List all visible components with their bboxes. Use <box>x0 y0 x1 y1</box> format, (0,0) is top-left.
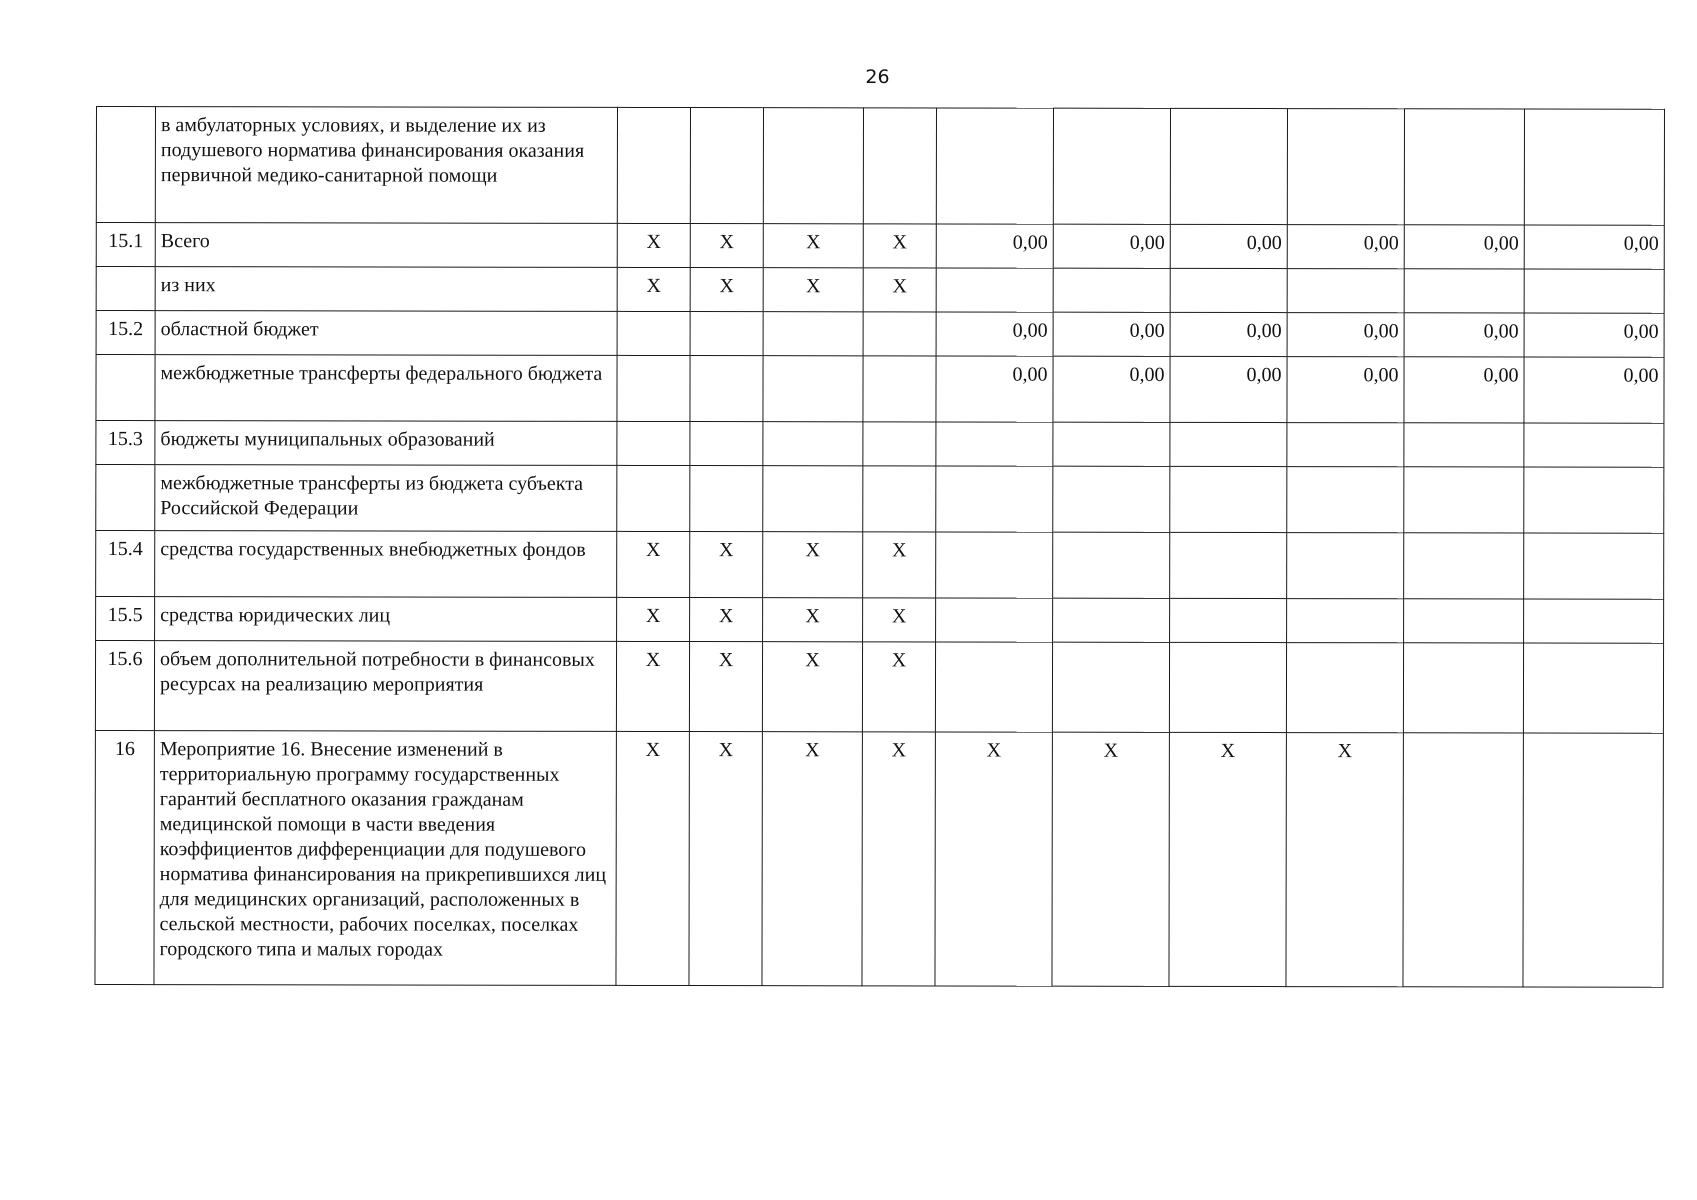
value-cell-col-2: Х <box>690 598 763 642</box>
value-cell-col-7 <box>1170 532 1287 598</box>
value-cell-col-6 <box>1053 422 1170 466</box>
value-cell-col-1 <box>617 355 690 421</box>
row-number-cell: 16 <box>95 730 154 984</box>
row-number-cell: 15.3 <box>96 421 155 465</box>
value-cell-col-3: Х <box>762 642 862 732</box>
value-cell-col-7: 0,00 <box>1170 312 1287 356</box>
value-cell-col-10: 0,00 <box>1524 357 1664 423</box>
value-cell-col-5 <box>936 466 1053 532</box>
row-name-cell: Всего <box>155 223 617 268</box>
value-cell-col-4: Х <box>863 532 936 598</box>
value-cell-col-2: Х <box>690 224 763 268</box>
value-cell-col-6: Х <box>1052 732 1169 986</box>
value-cell-col-9: 0,00 <box>1404 313 1524 357</box>
value-cell-col-7 <box>1170 268 1287 312</box>
value-cell-col-5 <box>936 422 1053 466</box>
row-number-cell <box>96 465 155 531</box>
value-cell-col-10 <box>1524 269 1664 313</box>
value-cell-col-4 <box>863 422 936 466</box>
row-number-cell <box>96 267 155 311</box>
row-name-cell: средства государственных внебюджетных фондов <box>155 531 617 598</box>
row-number-cell: 15.2 <box>96 311 155 355</box>
row-number-cell: 15.6 <box>95 641 154 731</box>
value-cell-col-8: 0,00 <box>1287 357 1404 423</box>
value-cell-col-8 <box>1287 533 1404 599</box>
value-cell-col-7 <box>1170 422 1287 466</box>
value-cell-col-2: Х <box>689 732 762 986</box>
value-cell-col-4 <box>863 356 936 422</box>
row-name-cell: в амбулаторных условиях, и выделение их из подушевого норматива финансирования оказания первичной медико-санитарной помощи <box>155 107 617 224</box>
table-row <box>96 267 1664 314</box>
page-number: 26 <box>865 66 890 88</box>
value-cell-col-8 <box>1287 269 1404 313</box>
value-cell-col-4: Х <box>863 268 936 312</box>
value-cell-col-9: 0,00 <box>1404 225 1524 269</box>
value-cell-col-9: 0,00 <box>1404 357 1524 423</box>
row-number-cell: 15.1 <box>96 223 155 267</box>
value-cell-col-4: Х <box>862 642 935 732</box>
value-cell-col-1: Х <box>617 597 690 641</box>
value-cell-col-7: Х <box>1169 732 1286 986</box>
value-cell-col-5 <box>936 598 1053 642</box>
value-cell-col-5 <box>936 268 1053 312</box>
budget-table <box>94 106 1665 988</box>
value-cell-col-6: 0,00 <box>1053 224 1170 268</box>
value-cell-col-6: 0,00 <box>1053 356 1170 422</box>
value-cell-col-10 <box>1524 599 1664 643</box>
value-cell-col-4 <box>863 466 936 532</box>
value-cell-col-10 <box>1524 109 1664 225</box>
row-name-cell: средства юридических лиц <box>155 597 617 642</box>
value-cell-col-9 <box>1404 269 1524 313</box>
value-cell-col-2: Х <box>690 268 763 312</box>
row-name-cell: областной бюджет <box>155 311 617 356</box>
table-row <box>96 597 1664 644</box>
table-row <box>96 531 1664 600</box>
value-cell-col-9 <box>1404 423 1524 467</box>
row-name-cell: объем дополнительной потребности в финансовых ресурсах на реализацию мероприятия <box>154 641 616 732</box>
value-cell-col-8 <box>1287 423 1404 467</box>
value-cell-col-6 <box>1053 108 1170 224</box>
value-cell-col-7: 0,00 <box>1170 356 1287 422</box>
table-row <box>95 641 1663 734</box>
value-cell-col-1: Х <box>617 223 690 267</box>
value-cell-col-10 <box>1524 467 1664 533</box>
value-cell-col-7 <box>1170 108 1287 224</box>
value-cell-col-5 <box>935 642 1052 732</box>
table-body <box>95 107 1665 988</box>
value-cell-col-2 <box>690 108 763 224</box>
row-number-cell <box>96 355 155 421</box>
value-cell-col-1: Х <box>616 731 689 985</box>
value-cell-col-3 <box>763 422 863 466</box>
table-row <box>96 107 1664 226</box>
value-cell-col-10 <box>1523 643 1663 733</box>
row-number-cell: 15.4 <box>96 531 155 597</box>
value-cell-col-6: 0,00 <box>1053 312 1170 356</box>
value-cell-col-8: Х <box>1286 733 1403 987</box>
value-cell-col-9 <box>1403 643 1523 733</box>
value-cell-col-3: Х <box>763 598 863 642</box>
value-cell-col-8 <box>1287 599 1404 643</box>
value-cell-col-8 <box>1287 109 1404 225</box>
value-cell-col-2: Х <box>690 532 763 598</box>
value-cell-col-7 <box>1170 598 1287 642</box>
value-cell-col-6 <box>1052 642 1169 732</box>
table-row <box>96 355 1664 424</box>
value-cell-col-5: 0,00 <box>936 356 1053 422</box>
row-number-cell <box>96 107 155 223</box>
value-cell-col-2 <box>690 312 763 356</box>
value-cell-col-5: 0,00 <box>936 312 1053 356</box>
value-cell-col-6 <box>1053 466 1170 532</box>
value-cell-col-5 <box>936 108 1053 224</box>
value-cell-col-10 <box>1524 423 1664 467</box>
value-cell-col-8: 0,00 <box>1287 225 1404 269</box>
value-cell-col-8 <box>1286 643 1403 733</box>
row-name-cell: из них <box>155 267 617 312</box>
value-cell-col-6 <box>1053 532 1170 598</box>
row-name-cell: бюджеты муниципальных образований <box>155 421 617 466</box>
value-cell-col-3: Х <box>763 532 863 598</box>
value-cell-col-1: Х <box>616 641 689 731</box>
value-cell-col-9 <box>1404 533 1524 599</box>
value-cell-col-1: Х <box>617 531 690 597</box>
value-cell-col-10: 0,00 <box>1524 225 1664 269</box>
value-cell-col-9 <box>1404 109 1524 225</box>
table-row <box>96 421 1664 468</box>
value-cell-col-6 <box>1053 598 1170 642</box>
table-row <box>96 311 1664 358</box>
value-cell-col-9 <box>1404 467 1524 533</box>
value-cell-col-10 <box>1523 733 1663 987</box>
value-cell-col-5: 0,00 <box>936 224 1053 268</box>
value-cell-col-9 <box>1403 733 1523 987</box>
value-cell-col-1 <box>617 311 690 355</box>
value-cell-col-4 <box>863 312 936 356</box>
value-cell-col-2 <box>690 466 763 532</box>
value-cell-col-4: Х <box>862 732 935 986</box>
value-cell-col-3: Х <box>763 224 863 268</box>
value-cell-col-7 <box>1169 642 1286 732</box>
value-cell-col-2: Х <box>689 642 762 732</box>
value-cell-col-7: 0,00 <box>1170 224 1287 268</box>
value-cell-col-10 <box>1524 533 1664 599</box>
value-cell-col-8: 0,00 <box>1287 313 1404 357</box>
row-name-cell: Мероприятие 16. Внесение изменений в территориальную программу государственных гарантий бесплатного оказания гражданам медицинской помощи в части введения коэффициентов дифференциации для подушевого норматива финансирования на прикрепившихся лиц для медицинских организаций, расположенных в сельской местности, рабочих поселках, поселках городского типа и малых городах <box>154 731 616 986</box>
value-cell-col-1 <box>617 465 690 531</box>
value-cell-col-3 <box>763 312 863 356</box>
row-name-cell: межбюджетные трансферты из бюджета субъекта Российской Федерации <box>155 465 617 532</box>
value-cell-col-4: Х <box>863 224 936 268</box>
value-cell-col-2 <box>690 422 763 466</box>
value-cell-col-9 <box>1404 599 1524 643</box>
value-cell-col-1: Х <box>617 267 690 311</box>
value-cell-col-1 <box>617 107 690 223</box>
value-cell-col-3 <box>763 356 863 422</box>
value-cell-col-7 <box>1170 466 1287 532</box>
table-row <box>95 730 1663 987</box>
table-row <box>96 465 1664 534</box>
row-number-cell: 15.5 <box>96 597 155 641</box>
value-cell-col-1 <box>617 421 690 465</box>
value-cell-col-6 <box>1053 268 1170 312</box>
value-cell-col-5 <box>936 532 1053 598</box>
value-cell-col-2 <box>690 356 763 422</box>
value-cell-col-5: Х <box>935 732 1052 986</box>
value-cell-col-4 <box>863 108 936 224</box>
value-cell-col-3 <box>763 108 863 224</box>
value-cell-col-4: Х <box>863 598 936 642</box>
row-name-cell: межбюджетные трансферты федерального бюджета <box>155 355 617 422</box>
value-cell-col-3 <box>763 466 863 532</box>
value-cell-col-10: 0,00 <box>1524 313 1664 357</box>
value-cell-col-3: Х <box>763 268 863 312</box>
table-row <box>96 223 1664 270</box>
value-cell-col-3: Х <box>762 732 862 986</box>
value-cell-col-8 <box>1287 467 1404 533</box>
